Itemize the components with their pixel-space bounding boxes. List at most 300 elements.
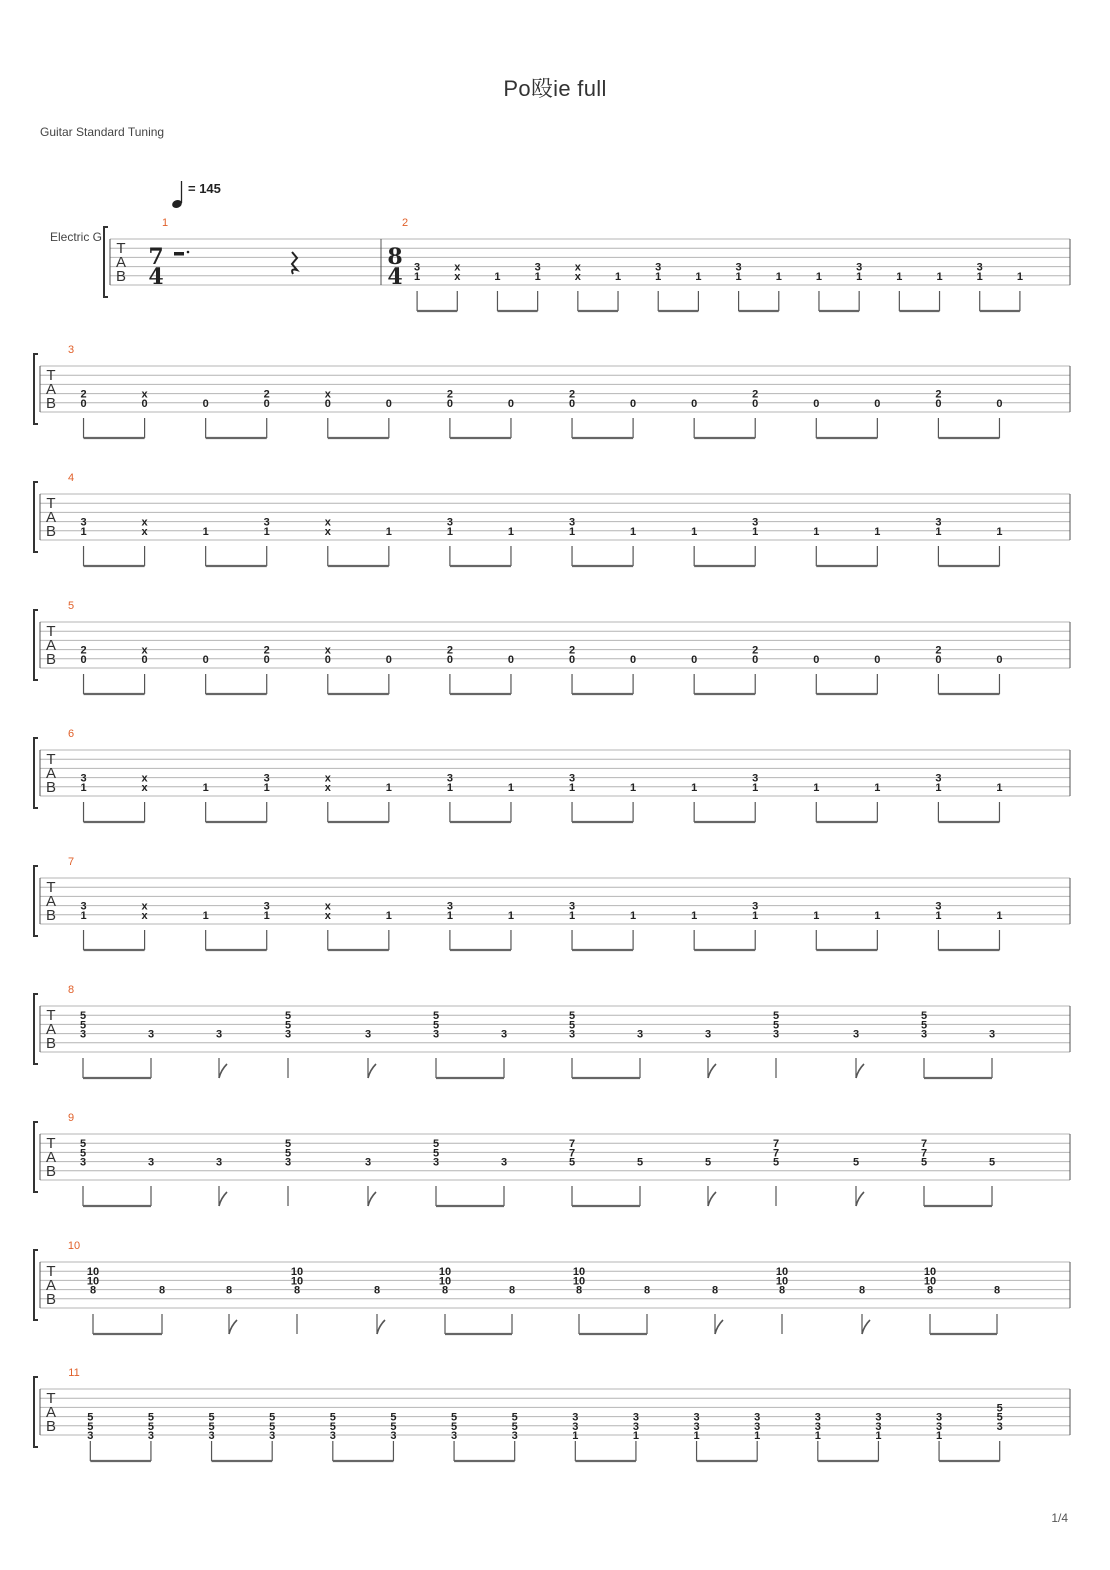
fret-number: 1 xyxy=(507,525,515,538)
system-4 xyxy=(34,600,1070,694)
fret-number: 8 xyxy=(575,1284,583,1297)
fret-number: 1 xyxy=(875,1430,882,1442)
fret-number: 2 xyxy=(446,388,453,401)
tab-clef-a: A xyxy=(45,1277,57,1294)
fret-number: 0 xyxy=(568,397,576,410)
fret-number: 1 xyxy=(775,270,782,283)
fret-number: 1 xyxy=(263,909,270,922)
fret-number: 3 xyxy=(920,1028,928,1041)
fret-number: 0 xyxy=(996,397,1003,410)
fret-number: 1 xyxy=(630,525,637,538)
tab-clef-a: A xyxy=(45,381,57,398)
fret-number: x xyxy=(141,781,148,794)
fret-number: 1 xyxy=(691,909,698,922)
fret-number: 1 xyxy=(507,909,515,922)
fret-number: x xyxy=(324,644,331,657)
fret-number: 1 xyxy=(446,781,453,794)
fret-number: 0 xyxy=(813,397,820,410)
fret-number: 3 xyxy=(263,772,270,785)
fret-number: 1 xyxy=(874,781,881,794)
tab-clef-b: B xyxy=(45,1035,57,1052)
fret-number: 5 xyxy=(284,1138,292,1151)
system-5 xyxy=(34,728,1070,822)
system-bracket xyxy=(34,866,38,936)
fret-number: 1 xyxy=(655,270,662,283)
fret-number: 1 xyxy=(568,525,576,538)
fret-number: x xyxy=(324,781,331,794)
fret-number: 1 xyxy=(691,781,698,794)
fret-number: 5 xyxy=(920,1010,928,1023)
fret-number: 8 xyxy=(993,1284,1001,1297)
time-signature-bottom: 4 xyxy=(387,264,403,290)
fret-number: 3 xyxy=(572,1420,579,1433)
fret-number: 8 xyxy=(643,1284,651,1297)
fret-number: 1 xyxy=(754,1430,761,1442)
fret-number: 2 xyxy=(568,388,576,401)
fret-number: 3 xyxy=(284,1156,292,1169)
fret-number: 1 xyxy=(896,270,903,283)
fret-number: 0 xyxy=(80,653,87,666)
fret-number: 3 xyxy=(856,261,863,274)
fret-number: 1 xyxy=(996,525,1003,538)
fret-number: 0 xyxy=(935,653,942,666)
fret-number: 3 xyxy=(754,1411,761,1424)
half-dotted-rest-icon xyxy=(174,252,184,256)
fret-number: 2 xyxy=(80,644,87,657)
note-flag xyxy=(708,1192,716,1206)
fret-number: 8 xyxy=(858,1284,866,1297)
tab-clef-a: A xyxy=(45,1021,57,1038)
fret-number: 8 xyxy=(926,1284,934,1297)
tab-clef-b: B xyxy=(45,395,57,412)
fret-number: 3 xyxy=(147,1028,155,1041)
fret-number: 5 xyxy=(269,1411,276,1424)
tab-clef-a: A xyxy=(45,509,57,526)
system-6 xyxy=(34,856,1070,950)
fret-number: 5 xyxy=(432,1138,440,1151)
fret-number: 10 xyxy=(923,1275,937,1288)
fret-number: 3 xyxy=(79,1156,87,1169)
fret-number: 1 xyxy=(936,270,943,283)
fret-number: 1 xyxy=(695,270,702,283)
fret-number: 5 xyxy=(79,1010,87,1023)
note-flag xyxy=(229,1320,237,1334)
measure-number: 4 xyxy=(67,472,75,484)
tab-clef-b: B xyxy=(45,1163,57,1180)
fret-number: 5 xyxy=(208,1420,215,1433)
fret-number: 5 xyxy=(996,1402,1003,1415)
fret-number: 7 xyxy=(920,1138,928,1151)
song-title: Po殴ie full xyxy=(503,76,607,101)
fret-number: 1 xyxy=(568,909,576,922)
fret-number: 3 xyxy=(446,516,453,529)
fret-number: 3 xyxy=(364,1028,372,1041)
fret-number: 2 xyxy=(568,644,576,657)
fret-number: 10 xyxy=(86,1266,100,1279)
fret-number: 1 xyxy=(813,909,820,922)
fret-number: 2 xyxy=(263,644,270,657)
measure-number: 8 xyxy=(67,984,75,996)
fret-number: 3 xyxy=(568,1028,576,1041)
fret-number: 10 xyxy=(923,1266,937,1279)
fret-number: 1 xyxy=(856,270,863,283)
fret-number: 0 xyxy=(874,397,881,410)
fret-number: 5 xyxy=(451,1420,458,1433)
fret-number: 5 xyxy=(451,1411,458,1424)
fret-number: 1 xyxy=(735,270,742,283)
fret-number: 8 xyxy=(711,1284,719,1297)
measure-number: 3 xyxy=(67,344,75,356)
fret-number: 5 xyxy=(988,1156,996,1169)
fret-number: 5 xyxy=(390,1420,397,1433)
fret-number: 0 xyxy=(752,653,759,666)
tab-clef-b: B xyxy=(45,1418,57,1435)
system-2 xyxy=(34,344,1070,438)
system-bracket xyxy=(34,994,38,1064)
fret-number: 10 xyxy=(290,1275,304,1288)
fret-number: 0 xyxy=(324,653,331,666)
time-signature-top: 8 xyxy=(387,244,403,270)
fret-number: 1 xyxy=(494,270,501,283)
fret-number: 3 xyxy=(852,1028,860,1041)
fret-number: 0 xyxy=(691,397,698,410)
fret-number: 1 xyxy=(996,909,1003,922)
fret-number: 3 xyxy=(414,261,421,274)
fret-number: 3 xyxy=(693,1420,700,1433)
fret-number: 3 xyxy=(572,1411,579,1424)
fret-number: 3 xyxy=(446,900,453,913)
fret-number: 3 xyxy=(752,900,759,913)
quarter-rest-icon xyxy=(292,252,297,274)
note-flag xyxy=(708,1064,716,1078)
fret-number: 3 xyxy=(632,1411,639,1424)
fret-number: 1 xyxy=(632,1430,639,1442)
fret-number: 8 xyxy=(89,1284,97,1297)
fret-number: 0 xyxy=(446,397,453,410)
fret-number: 0 xyxy=(630,653,637,666)
system-bracket xyxy=(34,738,38,808)
fret-number: 8 xyxy=(508,1284,516,1297)
system-1 xyxy=(50,181,1070,311)
fret-number: 1 xyxy=(874,909,881,922)
fret-number: 3 xyxy=(568,772,576,785)
note-flag xyxy=(715,1320,723,1334)
instrument-name: Electric G xyxy=(50,230,103,244)
fret-number: 3 xyxy=(511,1430,518,1442)
fret-number: 1 xyxy=(202,525,209,538)
note-flag xyxy=(862,1320,870,1334)
fret-number: 0 xyxy=(141,653,148,666)
fret-number: 5 xyxy=(390,1411,397,1424)
fret-number: 10 xyxy=(775,1266,789,1279)
time-signature-bottom: 4 xyxy=(148,264,164,290)
fret-number: 3 xyxy=(147,1430,154,1442)
fret-number: 5 xyxy=(568,1010,576,1023)
tab-clef-a: A xyxy=(45,1149,57,1166)
fret-number: 5 xyxy=(147,1420,154,1433)
fret-number: 1 xyxy=(80,781,87,794)
tab-clef-t: T xyxy=(46,751,56,768)
fret-number: 1 xyxy=(813,781,820,794)
fret-number: 5 xyxy=(511,1420,518,1433)
note-flag xyxy=(856,1192,864,1206)
fret-number: 5 xyxy=(284,1019,292,1032)
fret-number: 3 xyxy=(636,1028,644,1041)
fret-number: 1 xyxy=(996,781,1003,794)
fret-number: 1 xyxy=(507,781,515,794)
fret-number: 3 xyxy=(364,1156,372,1169)
fret-number: 5 xyxy=(269,1420,276,1433)
fret-number: x xyxy=(141,772,148,785)
fret-number: 5 xyxy=(432,1147,440,1160)
fret-number: 1 xyxy=(446,909,453,922)
tab-clef-b: B xyxy=(45,907,57,924)
note-flag xyxy=(368,1192,376,1206)
fret-number: 3 xyxy=(814,1411,821,1424)
fret-number: 7 xyxy=(772,1138,780,1151)
measure-number: 10 xyxy=(67,1240,81,1252)
fret-number: 3 xyxy=(87,1430,94,1442)
fret-number: 0 xyxy=(385,653,392,666)
fret-number: 1 xyxy=(752,525,759,538)
fret-number: 1 xyxy=(935,781,942,794)
tab-clef-t: T xyxy=(46,623,56,640)
system-bracket xyxy=(34,1377,38,1447)
fret-number: 5 xyxy=(511,1411,518,1424)
fret-number: 8 xyxy=(293,1284,301,1297)
fret-number: 3 xyxy=(936,1420,943,1433)
time-signature-top: 7 xyxy=(148,244,164,270)
fret-number: 7 xyxy=(920,1147,928,1160)
fret-number: 1 xyxy=(691,525,698,538)
fret-number: 5 xyxy=(772,1156,780,1169)
fret-number: 7 xyxy=(772,1147,780,1160)
tab-clef-t: T xyxy=(116,240,126,257)
fret-number: 3 xyxy=(147,1156,155,1169)
fret-number: 3 xyxy=(432,1156,440,1169)
fret-number: 0 xyxy=(263,397,270,410)
fret-number: 5 xyxy=(284,1147,292,1160)
fret-number: 3 xyxy=(772,1028,780,1041)
fret-number: 3 xyxy=(935,900,942,913)
fret-number: 5 xyxy=(996,1411,1003,1424)
fret-number: 10 xyxy=(572,1275,586,1288)
fret-number: 0 xyxy=(263,653,270,666)
fret-number: 3 xyxy=(936,1411,943,1424)
fret-number: 10 xyxy=(572,1266,586,1279)
fret-number: 1 xyxy=(80,909,87,922)
fret-number: 0 xyxy=(202,653,209,666)
system-9 xyxy=(34,1240,1070,1334)
fret-number: 10 xyxy=(290,1266,304,1279)
fret-number: 5 xyxy=(920,1156,928,1169)
fret-number: x xyxy=(454,270,461,283)
fret-number: x xyxy=(141,909,148,922)
fret-number: 5 xyxy=(568,1019,576,1032)
fret-number: 8 xyxy=(158,1284,166,1297)
fret-number: 0 xyxy=(80,397,87,410)
tab-clef-b: B xyxy=(115,268,127,285)
tab-clef-t: T xyxy=(46,1390,56,1407)
fret-number: 5 xyxy=(772,1019,780,1032)
fret-number: x xyxy=(141,644,148,657)
fret-number: 3 xyxy=(568,516,576,529)
fret-number: 1 xyxy=(935,525,942,538)
fret-number: 3 xyxy=(752,772,759,785)
fret-number: 0 xyxy=(324,397,331,410)
fret-number: x xyxy=(141,388,148,401)
tab-clef-b: B xyxy=(45,1291,57,1308)
fret-number: x xyxy=(324,909,331,922)
fret-number: x xyxy=(454,261,461,274)
fret-number: 3 xyxy=(215,1156,223,1169)
fret-number: 5 xyxy=(852,1156,860,1169)
tab-clef-b: B xyxy=(45,779,57,796)
fret-number: 1 xyxy=(814,1430,821,1442)
fret-number: 1 xyxy=(385,909,392,922)
fret-number: 3 xyxy=(79,1028,87,1041)
fret-number: 3 xyxy=(284,1028,292,1041)
fret-number: 1 xyxy=(935,909,942,922)
fret-number: 3 xyxy=(80,516,87,529)
fret-number: 1 xyxy=(874,525,881,538)
fret-number: 1 xyxy=(80,525,87,538)
measure-number: 5 xyxy=(67,600,75,612)
fret-number: 3 xyxy=(655,261,662,274)
measure-number: 2 xyxy=(401,217,409,229)
fret-number: 5 xyxy=(704,1156,712,1169)
fret-number: 5 xyxy=(920,1019,928,1032)
system-bracket xyxy=(34,354,38,424)
fret-number: x xyxy=(324,900,331,913)
fret-number: 1 xyxy=(752,781,759,794)
fret-number: 1 xyxy=(202,781,209,794)
fret-number: 1 xyxy=(693,1430,700,1442)
fret-number: 5 xyxy=(568,1156,576,1169)
fret-number: 0 xyxy=(568,653,576,666)
fret-number: 1 xyxy=(263,781,270,794)
fret-number: 0 xyxy=(630,397,637,410)
tab-clef-a: A xyxy=(115,254,127,271)
fret-number: 10 xyxy=(86,1275,100,1288)
fret-number: 3 xyxy=(500,1156,508,1169)
system-bracket xyxy=(34,482,38,552)
fret-number: 3 xyxy=(269,1430,276,1442)
fret-number: 5 xyxy=(772,1010,780,1023)
fret-number: 1 xyxy=(534,270,541,283)
tab-clef-t: T xyxy=(46,879,56,896)
fret-number: 3 xyxy=(735,261,742,274)
fret-number: 1 xyxy=(446,525,453,538)
fret-number: 0 xyxy=(874,653,881,666)
fret-number: 10 xyxy=(438,1275,452,1288)
fret-number: 5 xyxy=(636,1156,644,1169)
fret-number: 5 xyxy=(432,1010,440,1023)
fret-number: 3 xyxy=(208,1430,215,1442)
fret-number: 3 xyxy=(263,516,270,529)
system-bracket xyxy=(34,1250,38,1320)
fret-number: 2 xyxy=(80,388,87,401)
fret-number: x xyxy=(324,388,331,401)
tab-clef-t: T xyxy=(46,367,56,384)
fret-number: 3 xyxy=(814,1420,821,1433)
note-flag xyxy=(219,1192,227,1206)
fret-number: x xyxy=(324,772,331,785)
fret-number: 3 xyxy=(568,900,576,913)
fret-number: 3 xyxy=(80,900,87,913)
fret-number: 0 xyxy=(691,653,698,666)
fret-number: 0 xyxy=(507,397,515,410)
fret-number: 8 xyxy=(778,1284,786,1297)
fret-number: 3 xyxy=(996,1420,1003,1433)
fret-number: 1 xyxy=(630,909,637,922)
tab-clef-t: T xyxy=(46,495,56,512)
fret-number: 0 xyxy=(385,397,392,410)
fret-number: 5 xyxy=(79,1019,87,1032)
measure-number: 1 xyxy=(161,217,169,229)
fret-number: 0 xyxy=(141,397,148,410)
fret-number: 1 xyxy=(202,909,209,922)
note-flag xyxy=(219,1064,227,1078)
fret-number: 3 xyxy=(329,1430,336,1442)
system-11 xyxy=(34,1367,1070,1461)
fret-number: 0 xyxy=(813,653,820,666)
fret-number: 2 xyxy=(752,644,759,657)
fret-number: 5 xyxy=(329,1420,336,1433)
fret-number: 5 xyxy=(79,1138,87,1151)
fret-number: 1 xyxy=(752,909,759,922)
fret-number: 1 xyxy=(572,1430,579,1442)
fret-number: 3 xyxy=(988,1028,996,1041)
fret-number: 3 xyxy=(500,1028,508,1041)
fret-number: 0 xyxy=(202,397,209,410)
fret-number: 1 xyxy=(263,525,270,538)
measure-number: 9 xyxy=(67,1112,75,1124)
fret-number: 1 xyxy=(385,781,392,794)
measure-number: 11 xyxy=(68,1367,80,1379)
fret-number: 5 xyxy=(208,1411,215,1424)
fret-number: 8 xyxy=(373,1284,381,1297)
fret-number: 5 xyxy=(329,1411,336,1424)
fret-number: 1 xyxy=(614,270,622,283)
system-bracket xyxy=(34,1122,38,1192)
fret-number: 2 xyxy=(446,644,453,657)
note-flag xyxy=(377,1320,385,1334)
system-7 xyxy=(34,984,1070,1078)
tempo-marking: = 145 xyxy=(188,181,221,196)
fret-number: 2 xyxy=(935,644,942,657)
fret-number: x xyxy=(324,525,331,538)
fret-number: 1 xyxy=(1016,270,1023,283)
note-flag xyxy=(368,1064,376,1078)
fret-number: 1 xyxy=(630,781,637,794)
fret-number: 3 xyxy=(935,772,942,785)
tab-clef-a: A xyxy=(45,765,57,782)
fret-number: x xyxy=(141,900,148,913)
fret-number: 1 xyxy=(568,781,576,794)
fret-number: 2 xyxy=(752,388,759,401)
fret-number: 3 xyxy=(534,261,541,274)
fret-number: x xyxy=(324,516,331,529)
fret-number: 5 xyxy=(87,1411,94,1424)
fret-number: 1 xyxy=(414,270,421,283)
fret-number: 3 xyxy=(80,772,87,785)
tab-clef-a: A xyxy=(45,1404,57,1421)
fret-number: 7 xyxy=(568,1138,576,1151)
fret-number: 5 xyxy=(284,1010,292,1023)
fret-number: x xyxy=(141,525,148,538)
fret-number: 2 xyxy=(935,388,942,401)
